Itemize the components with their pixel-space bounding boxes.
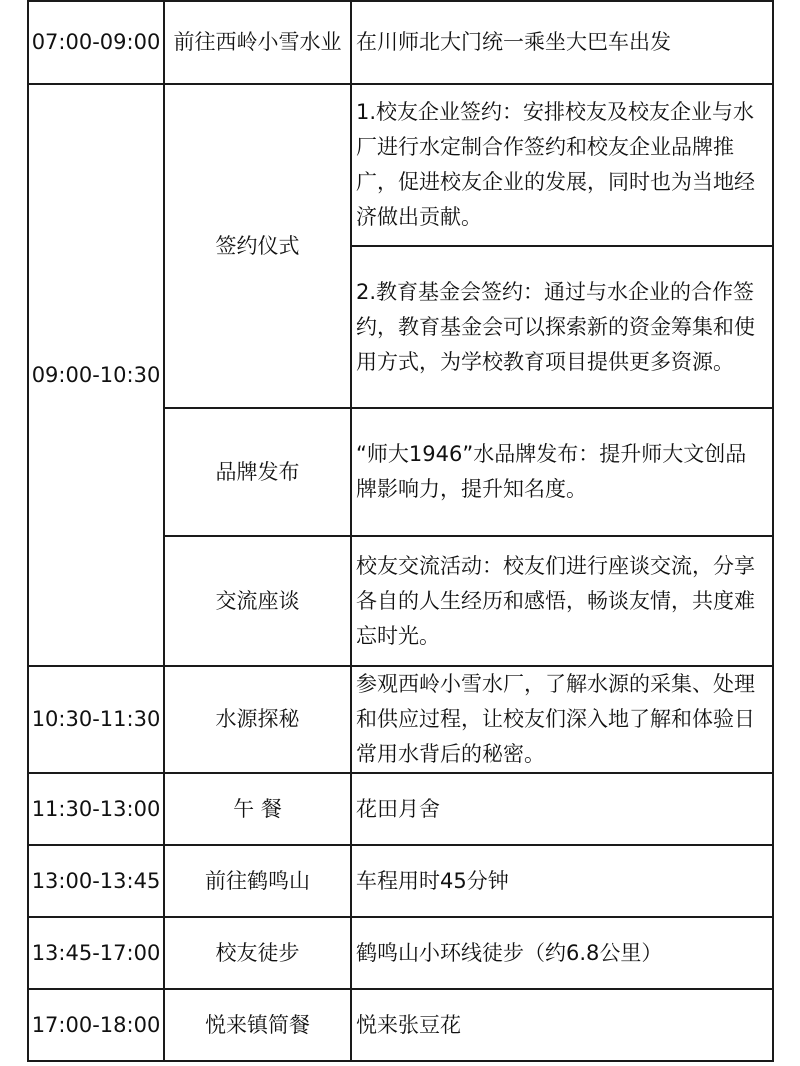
table-row [28,845,773,917]
detail-cell: 校友交流活动：校友们进行座谈交流，分享各自的人生经历和感悟，畅谈友情，共度难忘时光。 [351,536,773,666]
time-cell: 07:00-09:00 [28,1,164,84]
activity-cell: 品牌发布 [164,408,351,536]
table-row [28,666,773,773]
time-cell: 17:00-18:00 [28,989,164,1061]
activity-cell: 前往鹤鸣山 [164,845,351,917]
activity-cell: 午 餐 [164,773,351,845]
detail-cell: 1.校友企业签约：安排校友及校友企业与水厂进行水定制合作签约和校友企业品牌推广，促进校友企业的发展，同时也为当地经济做出贡献。 [351,84,773,246]
table-row [28,989,773,1061]
activity-cell: 校友徒步 [164,917,351,989]
detail-cell: “师大1946”水品牌发布：提升师大文创品牌影响力，提升知名度。 [351,408,773,536]
detail-cell: 鹤鸣山小环线徒步（约6.8公里） [351,917,773,989]
time-cell: 11:30-13:00 [28,773,164,845]
activity-cell: 前往西岭小雪水业 [164,1,351,84]
time-cell: 09:00-10:30 [28,84,164,666]
activity-cell: 交流座谈 [164,536,351,666]
detail-cell: 2.教育基金会签约：通过与水企业的合作签约，教育基金会可以探索新的资金筹集和使用方式，为学校教育项目提供更多资源。 [351,246,773,408]
time-cell: 13:45-17:00 [28,917,164,989]
detail-cell: 在川师北大门统一乘坐大巴车出发 [351,1,773,84]
detail-cell: 参观西岭小雪水厂，了解水源的采集、处理和供应过程，让校友们深入地了解和体验日常用水背后的秘密。 [351,666,773,773]
detail-cell: 悦来张豆花 [351,989,773,1061]
detail-cell: 花田月舍 [351,773,773,845]
table-row [28,773,773,845]
detail-cell: 车程用时45分钟 [351,845,773,917]
activity-cell: 悦来镇简餐 [164,989,351,1061]
table-row [28,84,773,246]
table-row [28,1,773,84]
time-cell: 13:00-13:45 [28,845,164,917]
time-cell: 10:30-11:30 [28,666,164,773]
activity-cell: 水源探秘 [164,666,351,773]
schedule-table [27,0,774,1062]
table-row [28,917,773,989]
activity-cell: 签约仪式 [164,84,351,408]
